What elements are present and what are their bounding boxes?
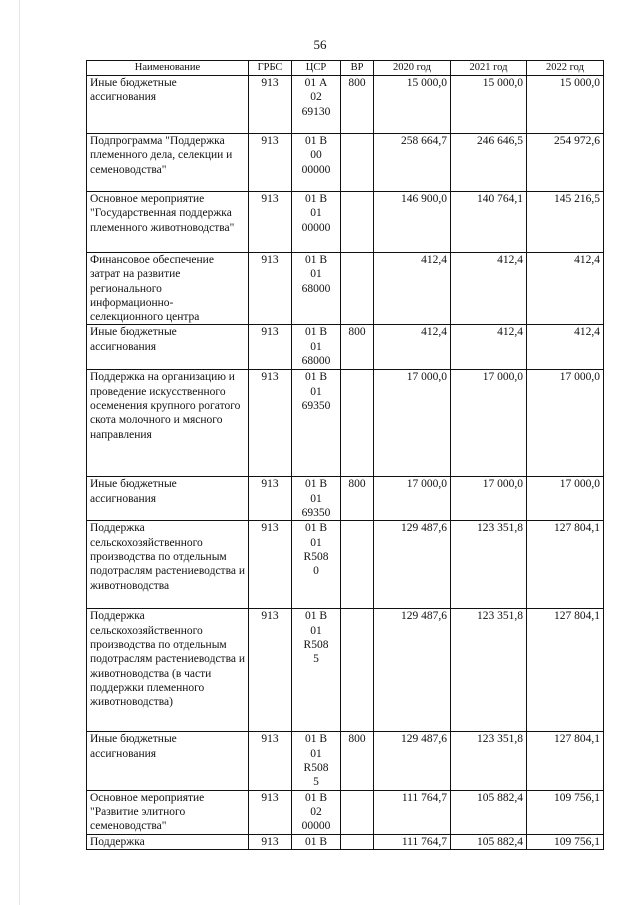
row-2021-cell: 140 764,1	[451, 192, 527, 253]
row-2020-cell: 17 000,0	[374, 477, 451, 521]
row-vr-cell: 800	[341, 76, 374, 134]
row-grbs-cell: 913	[249, 477, 292, 521]
table-row	[87, 192, 604, 253]
row-2022-cell: 15 000,0	[527, 76, 604, 134]
row-2021-cell: 15 000,0	[451, 76, 527, 134]
row-2022-cell: 127 804,1	[527, 609, 604, 732]
row-grbs-cell: 913	[249, 521, 292, 609]
row-vr-cell: 800	[341, 732, 374, 790]
row-2020-cell: 412,4	[374, 253, 451, 325]
row-name-cell: Подпрограмма "Поддержка племенного дела, селекции и семеноводства"	[87, 134, 249, 192]
row-2022-cell: 412,4	[527, 253, 604, 325]
row-name-cell: Основное мероприятие "Государственная поддержка племенного животноводства"	[87, 192, 249, 253]
row-grbs-cell: 913	[249, 370, 292, 477]
table-row	[87, 834, 604, 849]
row-2021-cell: 105 882,4	[451, 790, 527, 834]
header-2020: 2020 год	[374, 61, 451, 76]
page-number: 56	[313, 37, 327, 52]
table-row	[87, 134, 604, 192]
row-vr-cell	[341, 370, 374, 477]
row-2021-cell: 17 000,0	[451, 477, 527, 521]
row-grbs-cell: 913	[249, 790, 292, 834]
header-csr: ЦСР	[292, 61, 341, 76]
row-csr-cell: 01 В 01 R508 0	[292, 521, 341, 609]
row-2021-cell: 412,4	[451, 253, 527, 325]
row-name-cell: Иные бюджетные ассигнования	[87, 732, 249, 790]
row-name-cell: Финансовое обеспечение затрат на развитие регионального информационно-селекционного центра	[87, 253, 249, 325]
row-2022-cell: 412,4	[527, 325, 604, 370]
row-name-cell: Иные бюджетные ассигнования	[87, 325, 249, 370]
row-2022-cell: 254 972,6	[527, 134, 604, 192]
row-csr-cell: 01 В 01 00000	[292, 192, 341, 253]
row-csr-cell: 01 В	[292, 834, 341, 849]
row-vr-cell	[341, 834, 374, 849]
row-vr-cell	[341, 192, 374, 253]
row-2021-cell: 123 351,8	[451, 732, 527, 790]
row-vr-cell	[341, 134, 374, 192]
row-grbs-cell: 913	[249, 134, 292, 192]
table-row	[87, 790, 604, 834]
row-csr-cell: 01 В 01 69350	[292, 477, 341, 521]
row-grbs-cell: 913	[249, 253, 292, 325]
row-2020-cell: 17 000,0	[374, 370, 451, 477]
row-csr-cell: 01 В 01 68000	[292, 253, 341, 325]
table-row	[87, 609, 604, 732]
row-grbs-cell: 913	[249, 325, 292, 370]
row-2021-cell: 412,4	[451, 325, 527, 370]
row-2022-cell: 145 216,5	[527, 192, 604, 253]
row-name-cell: Поддержка сельскохозяйственного производства по отдельным подотраслям растениеводства и животноводства	[87, 521, 249, 609]
row-2022-cell: 17 000,0	[527, 370, 604, 477]
row-2020-cell: 111 764,7	[374, 790, 451, 834]
row-2020-cell: 15 000,0	[374, 76, 451, 134]
row-name-cell: Поддержка	[87, 834, 249, 849]
header-2022: 2022 год	[527, 61, 604, 76]
row-vr-cell	[341, 253, 374, 325]
row-csr-cell: 01 В 00 00000	[292, 134, 341, 192]
row-2020-cell: 129 487,6	[374, 732, 451, 790]
row-2020-cell: 412,4	[374, 325, 451, 370]
row-2022-cell: 109 756,1	[527, 790, 604, 834]
row-vr-cell	[341, 521, 374, 609]
row-csr-cell: 01 В 01 69350	[292, 370, 341, 477]
row-csr-cell: 01 В 02 00000	[292, 790, 341, 834]
row-csr-cell: 01 А 02 69130	[292, 76, 341, 134]
header-2021: 2021 год	[451, 61, 527, 76]
row-2021-cell: 17 000,0	[451, 370, 527, 477]
row-name-cell: Поддержка сельскохозяйственного производства по отдельным подотраслям растениеводства и животноводства (в части поддержки племенного животноводства)	[87, 609, 249, 732]
table-row	[87, 253, 604, 325]
table-row	[87, 477, 604, 521]
header-grbs: ГРБС	[249, 61, 292, 76]
row-grbs-cell: 913	[249, 732, 292, 790]
row-2020-cell: 129 487,6	[374, 609, 451, 732]
row-csr-cell: 01 В 01 R508 5	[292, 609, 341, 732]
row-2022-cell: 17 000,0	[527, 477, 604, 521]
row-2021-cell: 123 351,8	[451, 521, 527, 609]
row-vr-cell: 800	[341, 477, 374, 521]
table-row	[87, 76, 604, 134]
row-vr-cell: 800	[341, 325, 374, 370]
row-csr-cell: 01 В 01 68000	[292, 325, 341, 370]
budget-table	[86, 60, 604, 850]
row-2021-cell: 123 351,8	[451, 609, 527, 732]
row-name-cell: Иные бюджетные ассигнования	[87, 76, 249, 134]
row-name-cell: Иные бюджетные ассигнования	[87, 477, 249, 521]
header-vr: ВР	[341, 61, 374, 76]
table-row	[87, 325, 604, 370]
scan-edge-line	[19, 0, 20, 905]
row-2021-cell: 105 882,4	[451, 834, 527, 849]
row-vr-cell	[341, 609, 374, 732]
table-row	[87, 521, 604, 609]
table-header-row	[87, 61, 604, 76]
row-2022-cell: 109 756,1	[527, 834, 604, 849]
row-vr-cell	[341, 790, 374, 834]
row-grbs-cell: 913	[249, 834, 292, 849]
row-2020-cell: 258 664,7	[374, 134, 451, 192]
row-grbs-cell: 913	[249, 76, 292, 134]
header-name: Наименование	[87, 61, 249, 76]
row-2021-cell: 246 646,5	[451, 134, 527, 192]
row-2022-cell: 127 804,1	[527, 521, 604, 609]
row-csr-cell: 01 В 01 R508 5	[292, 732, 341, 790]
row-2022-cell: 127 804,1	[527, 732, 604, 790]
row-name-cell: Поддержка на организацию и проведение искусственного осеменения крупного рогатого скота молочного и мясного направления	[87, 370, 249, 477]
row-2020-cell: 129 487,6	[374, 521, 451, 609]
table-row	[87, 370, 604, 477]
row-grbs-cell: 913	[249, 192, 292, 253]
table-row	[87, 732, 604, 790]
row-2020-cell: 146 900,0	[374, 192, 451, 253]
row-grbs-cell: 913	[249, 609, 292, 732]
row-name-cell: Основное мероприятие "Развитие элитного семеноводства"	[87, 790, 249, 834]
row-2020-cell: 111 764,7	[374, 834, 451, 849]
